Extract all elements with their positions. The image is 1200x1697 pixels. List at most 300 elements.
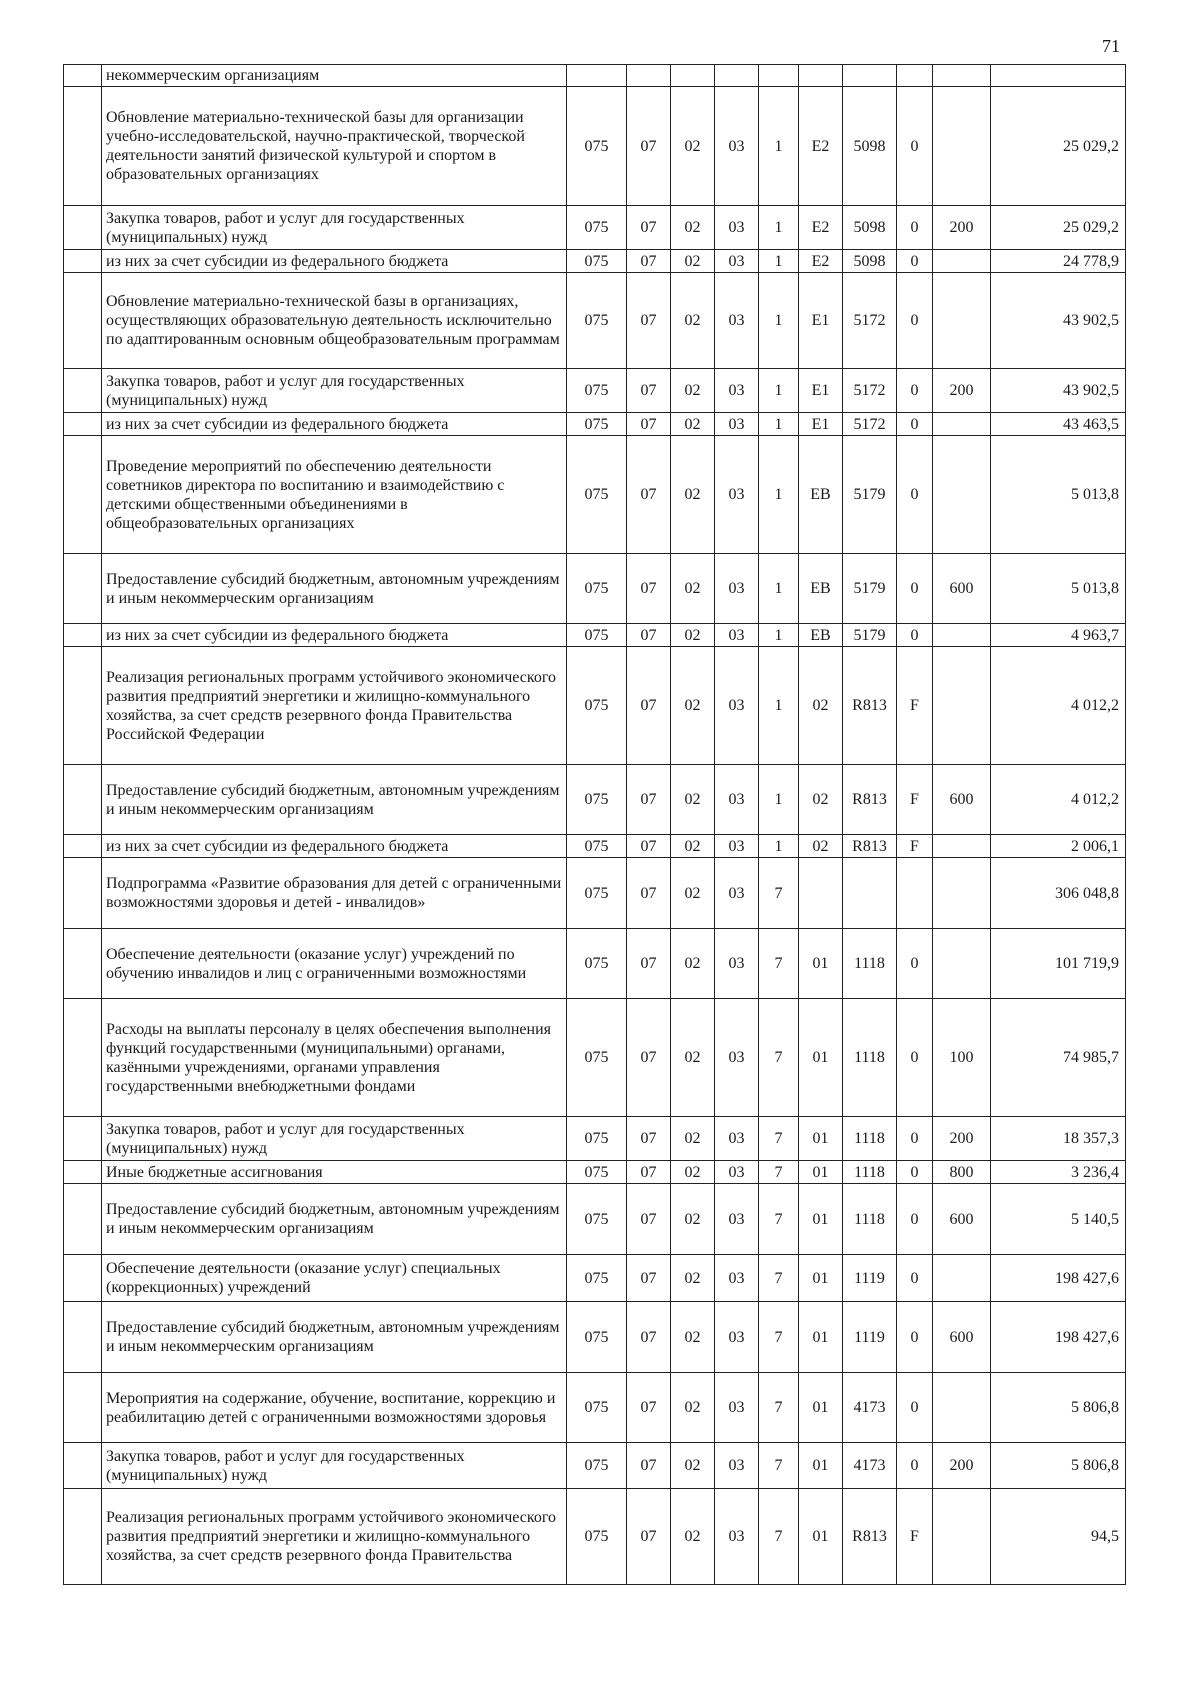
subprogram-code-cell: 1 <box>759 835 799 858</box>
table-row <box>64 273 1126 369</box>
direction-code-cell: 1119 <box>843 1255 897 1302</box>
expense-name-cell: Мероприятия на содержание, обучение, воспитание, коррекцию и реабилитацию детей с ограниченными возможностями здоровья <box>102 1373 567 1443</box>
subsection-code-cell: 02 <box>671 1255 715 1302</box>
subsection-code-cell: 02 <box>671 929 715 999</box>
event-code-cell: 02 <box>799 647 843 765</box>
table-row <box>64 929 1126 999</box>
direction-code-cell: 4173 <box>843 1373 897 1443</box>
direction-code-cell: 1119 <box>843 1302 897 1373</box>
amount-cell: 3 236,4 <box>991 1161 1126 1184</box>
section-code-cell: 07 <box>627 1489 671 1585</box>
subprogram-code-cell: 7 <box>759 1255 799 1302</box>
expense-name-cell: Предоставление субсидий бюджетным, автономным учреждениям и иным некоммерческим организациям <box>102 765 567 835</box>
funding-code-cell: 0 <box>897 1302 933 1373</box>
direction-code-cell: 5179 <box>843 436 897 554</box>
subsection-code-cell: 02 <box>671 436 715 554</box>
expense-name-cell: Закупка товаров, работ и услуг для государственных (муниципальных) нужд <box>102 206 567 250</box>
table-row <box>64 436 1126 554</box>
table-row <box>64 413 1126 436</box>
section-code-cell: 07 <box>627 765 671 835</box>
section-code-cell: 07 <box>627 835 671 858</box>
table-row <box>64 65 1126 87</box>
section-code-cell: 07 <box>627 1117 671 1161</box>
table-row <box>64 87 1126 206</box>
row-number-cell <box>64 929 102 999</box>
subsection-code-cell: 02 <box>671 1184 715 1255</box>
subprogram-code-cell: 7 <box>759 858 799 929</box>
direction-code-cell: 1118 <box>843 1117 897 1161</box>
subsection-code-cell: 02 <box>671 624 715 647</box>
program-code-cell: 03 <box>715 624 759 647</box>
ministry-code-cell: 075 <box>567 1443 627 1489</box>
expense-name-cell: из них за счет субсидии из федерального бюджета <box>102 835 567 858</box>
section-code-cell: 07 <box>627 1255 671 1302</box>
program-code-cell: 03 <box>715 1184 759 1255</box>
event-code-cell: E2 <box>799 206 843 250</box>
program-code-cell: 03 <box>715 647 759 765</box>
event-code-cell: 01 <box>799 929 843 999</box>
expense-name-cell: Обновление материально-технической базы в организациях, осуществляющих образовательную деятельность исключительно по адаптированным основным общеобразовательным программам <box>102 273 567 369</box>
ministry-code-cell: 075 <box>567 1373 627 1443</box>
subprogram-code-cell: 7 <box>759 1443 799 1489</box>
subsection-code-cell: 02 <box>671 1161 715 1184</box>
funding-code-cell: 0 <box>897 1184 933 1255</box>
table-row <box>64 1184 1126 1255</box>
table-row <box>64 835 1126 858</box>
subprogram-code-cell: 1 <box>759 436 799 554</box>
row-number-cell <box>64 1302 102 1373</box>
section-code-cell: 07 <box>627 1443 671 1489</box>
section-code-cell: 07 <box>627 647 671 765</box>
event-code-cell: 01 <box>799 1184 843 1255</box>
expense-name-cell: из них за счет субсидии из федерального бюджета <box>102 250 567 273</box>
funding-code-cell: 0 <box>897 436 933 554</box>
funding-code-cell: 0 <box>897 1161 933 1184</box>
amount-cell: 18 357,3 <box>991 1117 1126 1161</box>
amount-cell: 5 140,5 <box>991 1184 1126 1255</box>
expense-name-cell: Реализация региональных программ устойчивого экономического развития предприятий энергетики и жилищно-коммунального хозяйства, за счет средств резервного фонда Правительства Российской Федерации <box>102 647 567 765</box>
section-code-cell: 07 <box>627 1161 671 1184</box>
row-number-cell <box>64 554 102 624</box>
amount-cell: 4 012,2 <box>991 765 1126 835</box>
subsection-code-cell: 02 <box>671 835 715 858</box>
event-code-cell: E1 <box>799 413 843 436</box>
ministry-code-cell: 075 <box>567 624 627 647</box>
section-code-cell: 07 <box>627 1184 671 1255</box>
table-row <box>64 1161 1126 1184</box>
program-code-cell: 03 <box>715 369 759 413</box>
funding-code-cell <box>897 858 933 929</box>
program-code-cell: 03 <box>715 1302 759 1373</box>
table-row <box>64 369 1126 413</box>
expense-type-code-cell <box>933 413 991 436</box>
row-number-cell <box>64 1443 102 1489</box>
expense-name-cell: Закупка товаров, работ и услуг для государственных (муниципальных) нужд <box>102 1443 567 1489</box>
funding-code-cell: F <box>897 835 933 858</box>
table-row <box>64 250 1126 273</box>
funding-code-cell: 0 <box>897 250 933 273</box>
program-code-cell: 03 <box>715 87 759 206</box>
subprogram-code-cell: 1 <box>759 250 799 273</box>
program-code-cell: 03 <box>715 436 759 554</box>
subsection-code-cell: 02 <box>671 1443 715 1489</box>
ministry-code-cell: 075 <box>567 647 627 765</box>
section-code-cell: 07 <box>627 624 671 647</box>
amount-cell: 198 427,6 <box>991 1302 1126 1373</box>
table-row <box>64 858 1126 929</box>
ministry-code-cell: 075 <box>567 835 627 858</box>
funding-code-cell: 0 <box>897 929 933 999</box>
funding-code-cell: 0 <box>897 206 933 250</box>
subsection-code-cell: 02 <box>671 1373 715 1443</box>
amount-cell: 4 012,2 <box>991 647 1126 765</box>
expense-name-cell: Обеспечение деятельности (оказание услуг) учреждений по обучению инвалидов и лиц с ограниченными возможностями <box>102 929 567 999</box>
subsection-code-cell: 02 <box>671 1302 715 1373</box>
ministry-code-cell: 075 <box>567 929 627 999</box>
funding-code-cell <box>897 65 933 87</box>
expense-name-cell: Закупка товаров, работ и услуг для государственных (муниципальных) нужд <box>102 1117 567 1161</box>
event-code-cell <box>799 65 843 87</box>
row-number-cell <box>64 87 102 206</box>
amount-cell: 5 806,8 <box>991 1373 1126 1443</box>
amount-cell: 101 719,9 <box>991 929 1126 999</box>
subsection-code-cell: 02 <box>671 765 715 835</box>
subsection-code-cell: 02 <box>671 554 715 624</box>
section-code-cell: 07 <box>627 858 671 929</box>
expense-type-code-cell <box>933 647 991 765</box>
ministry-code-cell: 075 <box>567 1302 627 1373</box>
expense-type-code-cell <box>933 273 991 369</box>
direction-code-cell: 5098 <box>843 87 897 206</box>
subprogram-code-cell: 7 <box>759 929 799 999</box>
table-row <box>64 647 1126 765</box>
budget-table <box>63 64 1126 1585</box>
expense-name-cell: Иные бюджетные ассигнования <box>102 1161 567 1184</box>
row-number-cell <box>64 647 102 765</box>
funding-code-cell: 0 <box>897 1373 933 1443</box>
program-code-cell: 03 <box>715 206 759 250</box>
funding-code-cell: F <box>897 765 933 835</box>
direction-code-cell: 5098 <box>843 206 897 250</box>
funding-code-cell: 0 <box>897 87 933 206</box>
event-code-cell: EB <box>799 554 843 624</box>
ministry-code-cell: 075 <box>567 87 627 206</box>
page-number: 71 <box>1102 36 1120 56</box>
event-code-cell: 01 <box>799 1255 843 1302</box>
subprogram-code-cell: 1 <box>759 206 799 250</box>
expense-type-code-cell: 200 <box>933 369 991 413</box>
amount-cell <box>991 65 1126 87</box>
expense-name-cell: Предоставление субсидий бюджетным, автономным учреждениям и иным некоммерческим организациям <box>102 1184 567 1255</box>
amount-cell: 25 029,2 <box>991 206 1126 250</box>
subsection-code-cell: 02 <box>671 1489 715 1585</box>
direction-code-cell: 5172 <box>843 273 897 369</box>
funding-code-cell: F <box>897 1489 933 1585</box>
ministry-code-cell: 075 <box>567 1184 627 1255</box>
expense-name-cell: Обеспечение деятельности (оказание услуг) специальных (коррекционных) учреждений <box>102 1255 567 1302</box>
expense-type-code-cell <box>933 65 991 87</box>
subprogram-code-cell: 1 <box>759 273 799 369</box>
amount-cell: 4 963,7 <box>991 624 1126 647</box>
direction-code-cell: 1118 <box>843 1184 897 1255</box>
ministry-code-cell: 075 <box>567 1161 627 1184</box>
expense-name-cell: из них за счет субсидии из федерального бюджета <box>102 624 567 647</box>
ministry-code-cell: 075 <box>567 250 627 273</box>
funding-code-cell: 0 <box>897 999 933 1117</box>
program-code-cell: 03 <box>715 1443 759 1489</box>
ministry-code-cell: 075 <box>567 765 627 835</box>
program-code-cell: 03 <box>715 835 759 858</box>
section-code-cell: 07 <box>627 554 671 624</box>
expense-type-code-cell <box>933 87 991 206</box>
funding-code-cell: 0 <box>897 413 933 436</box>
subsection-code-cell: 02 <box>671 250 715 273</box>
section-code-cell: 07 <box>627 206 671 250</box>
funding-code-cell: 0 <box>897 369 933 413</box>
row-number-cell <box>64 1184 102 1255</box>
funding-code-cell: F <box>897 647 933 765</box>
expense-name-cell: Реализация региональных программ устойчивого экономического развития предприятий энергетики и жилищно-коммунального хозяйства, за счет средств резервного фонда Правительства <box>102 1489 567 1585</box>
subprogram-code-cell: 7 <box>759 1184 799 1255</box>
subprogram-code-cell: 7 <box>759 1117 799 1161</box>
funding-code-cell: 0 <box>897 273 933 369</box>
subsection-code-cell: 02 <box>671 1117 715 1161</box>
direction-code-cell <box>843 858 897 929</box>
subsection-code-cell: 02 <box>671 413 715 436</box>
table-row <box>64 206 1126 250</box>
funding-code-cell: 0 <box>897 554 933 624</box>
amount-cell: 74 985,7 <box>991 999 1126 1117</box>
row-number-cell <box>64 1255 102 1302</box>
table-row <box>64 765 1126 835</box>
subprogram-code-cell: 1 <box>759 554 799 624</box>
expense-name-cell: некоммерческим организациям <box>102 65 567 87</box>
row-number-cell <box>64 1161 102 1184</box>
event-code-cell: 02 <box>799 835 843 858</box>
funding-code-cell: 0 <box>897 1443 933 1489</box>
program-code-cell: 03 <box>715 273 759 369</box>
expense-type-code-cell <box>933 835 991 858</box>
expense-type-code-cell <box>933 858 991 929</box>
direction-code-cell: 5179 <box>843 624 897 647</box>
table-row <box>64 1489 1126 1585</box>
ministry-code-cell <box>567 65 627 87</box>
row-number-cell <box>64 624 102 647</box>
subprogram-code-cell <box>759 65 799 87</box>
row-number-cell <box>64 999 102 1117</box>
table-row <box>64 554 1126 624</box>
table-row <box>64 624 1126 647</box>
subprogram-code-cell: 1 <box>759 624 799 647</box>
direction-code-cell: R813 <box>843 1489 897 1585</box>
row-number-cell <box>64 65 102 87</box>
program-code-cell: 03 <box>715 1161 759 1184</box>
direction-code-cell <box>843 65 897 87</box>
ministry-code-cell: 075 <box>567 1489 627 1585</box>
direction-code-cell: 1118 <box>843 929 897 999</box>
subsection-code-cell: 02 <box>671 647 715 765</box>
row-number-cell <box>64 1489 102 1585</box>
amount-cell: 43 463,5 <box>991 413 1126 436</box>
expense-type-code-cell <box>933 436 991 554</box>
expense-type-code-cell <box>933 929 991 999</box>
program-code-cell <box>715 65 759 87</box>
expense-type-code-cell: 600 <box>933 765 991 835</box>
amount-cell: 94,5 <box>991 1489 1126 1585</box>
row-number-cell <box>64 369 102 413</box>
funding-code-cell: 0 <box>897 1117 933 1161</box>
direction-code-cell: 1118 <box>843 1161 897 1184</box>
direction-code-cell: R813 <box>843 835 897 858</box>
table-row <box>64 999 1126 1117</box>
subprogram-code-cell: 1 <box>759 369 799 413</box>
ministry-code-cell: 075 <box>567 413 627 436</box>
event-code-cell: E2 <box>799 87 843 206</box>
subprogram-code-cell: 1 <box>759 765 799 835</box>
amount-cell: 198 427,6 <box>991 1255 1126 1302</box>
expense-type-code-cell: 200 <box>933 1443 991 1489</box>
program-code-cell: 03 <box>715 250 759 273</box>
table-row <box>64 1255 1126 1302</box>
ministry-code-cell: 075 <box>567 858 627 929</box>
subprogram-code-cell: 7 <box>759 1373 799 1443</box>
expense-type-code-cell: 600 <box>933 1302 991 1373</box>
expense-type-code-cell: 100 <box>933 999 991 1117</box>
amount-cell: 5 013,8 <box>991 436 1126 554</box>
row-number-cell <box>64 835 102 858</box>
program-code-cell: 03 <box>715 1489 759 1585</box>
ministry-code-cell: 075 <box>567 273 627 369</box>
row-number-cell <box>64 413 102 436</box>
row-number-cell <box>64 1373 102 1443</box>
event-code-cell: EB <box>799 624 843 647</box>
expense-type-code-cell: 600 <box>933 554 991 624</box>
table-body <box>64 65 1126 1585</box>
subprogram-code-cell: 7 <box>759 999 799 1117</box>
section-code-cell: 07 <box>627 929 671 999</box>
event-code-cell: 01 <box>799 999 843 1117</box>
section-code-cell: 07 <box>627 436 671 554</box>
amount-cell: 5 806,8 <box>991 1443 1126 1489</box>
row-number-cell <box>64 1117 102 1161</box>
ministry-code-cell: 075 <box>567 1255 627 1302</box>
table-row <box>64 1117 1126 1161</box>
direction-code-cell: R813 <box>843 647 897 765</box>
subprogram-code-cell: 1 <box>759 87 799 206</box>
amount-cell: 43 902,5 <box>991 369 1126 413</box>
direction-code-cell: 5172 <box>843 369 897 413</box>
section-code-cell: 07 <box>627 1302 671 1373</box>
subprogram-code-cell: 7 <box>759 1161 799 1184</box>
event-code-cell: 01 <box>799 1117 843 1161</box>
expense-type-code-cell <box>933 624 991 647</box>
program-code-cell: 03 <box>715 929 759 999</box>
event-code-cell: 01 <box>799 1302 843 1373</box>
ministry-code-cell: 075 <box>567 369 627 413</box>
expense-type-code-cell: 200 <box>933 1117 991 1161</box>
subprogram-code-cell: 7 <box>759 1489 799 1585</box>
ministry-code-cell: 075 <box>567 1117 627 1161</box>
section-code-cell <box>627 65 671 87</box>
subsection-code-cell: 02 <box>671 858 715 929</box>
amount-cell: 2 006,1 <box>991 835 1126 858</box>
amount-cell: 25 029,2 <box>991 87 1126 206</box>
table-row <box>64 1373 1126 1443</box>
table-row <box>64 1302 1126 1373</box>
funding-code-cell: 0 <box>897 624 933 647</box>
amount-cell: 5 013,8 <box>991 554 1126 624</box>
subprogram-code-cell: 7 <box>759 1302 799 1373</box>
subprogram-code-cell: 1 <box>759 647 799 765</box>
event-code-cell: 01 <box>799 1443 843 1489</box>
program-code-cell: 03 <box>715 554 759 624</box>
funding-code-cell: 0 <box>897 1255 933 1302</box>
table-row <box>64 1443 1126 1489</box>
expense-name-cell: Предоставление субсидий бюджетным, автономным учреждениям и иным некоммерческим организациям <box>102 1302 567 1373</box>
ministry-code-cell: 075 <box>567 206 627 250</box>
event-code-cell: 01 <box>799 1161 843 1184</box>
event-code-cell: EB <box>799 436 843 554</box>
event-code-cell: 01 <box>799 1373 843 1443</box>
expense-name-cell: Расходы на выплаты персоналу в целях обеспечения выполнения функций государственными (муниципальными) органами, казёнными учреждениями, органами управления государственными внебюджетными фондами <box>102 999 567 1117</box>
expense-type-code-cell <box>933 1255 991 1302</box>
amount-cell: 24 778,9 <box>991 250 1126 273</box>
program-code-cell: 03 <box>715 765 759 835</box>
section-code-cell: 07 <box>627 413 671 436</box>
direction-code-cell: R813 <box>843 765 897 835</box>
subsection-code-cell: 02 <box>671 87 715 206</box>
ministry-code-cell: 075 <box>567 999 627 1117</box>
section-code-cell: 07 <box>627 250 671 273</box>
subsection-code-cell: 02 <box>671 206 715 250</box>
expense-type-code-cell <box>933 250 991 273</box>
section-code-cell: 07 <box>627 273 671 369</box>
section-code-cell: 07 <box>627 87 671 206</box>
row-number-cell <box>64 250 102 273</box>
expense-name-cell: Предоставление субсидий бюджетным, автономным учреждениям и иным некоммерческим организациям <box>102 554 567 624</box>
ministry-code-cell: 075 <box>567 436 627 554</box>
section-code-cell: 07 <box>627 999 671 1117</box>
expense-name-cell: Закупка товаров, работ и услуг для государственных (муниципальных) нужд <box>102 369 567 413</box>
subprogram-code-cell: 1 <box>759 413 799 436</box>
subsection-code-cell <box>671 65 715 87</box>
event-code-cell: E2 <box>799 250 843 273</box>
section-code-cell: 07 <box>627 369 671 413</box>
expense-name-cell: Обновление материально-технической базы для организации учебно-исследовательской, научно-практической, творческой деятельности занятий физической культурой и спортом в образовательных организациях <box>102 87 567 206</box>
event-code-cell: E1 <box>799 273 843 369</box>
event-code-cell <box>799 858 843 929</box>
subsection-code-cell: 02 <box>671 999 715 1117</box>
direction-code-cell: 1118 <box>843 999 897 1117</box>
event-code-cell: 02 <box>799 765 843 835</box>
expense-name-cell: Подпрограмма «Развитие образования для детей с ограниченными возможностями здоровья и детей - инвалидов» <box>102 858 567 929</box>
row-number-cell <box>64 765 102 835</box>
program-code-cell: 03 <box>715 1255 759 1302</box>
row-number-cell <box>64 858 102 929</box>
amount-cell: 306 048,8 <box>991 858 1126 929</box>
program-code-cell: 03 <box>715 1373 759 1443</box>
expense-name-cell: из них за счет субсидии из федерального бюджета <box>102 413 567 436</box>
program-code-cell: 03 <box>715 999 759 1117</box>
direction-code-cell: 5098 <box>843 250 897 273</box>
event-code-cell: E1 <box>799 369 843 413</box>
direction-code-cell: 5172 <box>843 413 897 436</box>
expense-type-code-cell: 800 <box>933 1161 991 1184</box>
expense-type-code-cell: 200 <box>933 206 991 250</box>
direction-code-cell: 5179 <box>843 554 897 624</box>
event-code-cell: 01 <box>799 1489 843 1585</box>
ministry-code-cell: 075 <box>567 554 627 624</box>
